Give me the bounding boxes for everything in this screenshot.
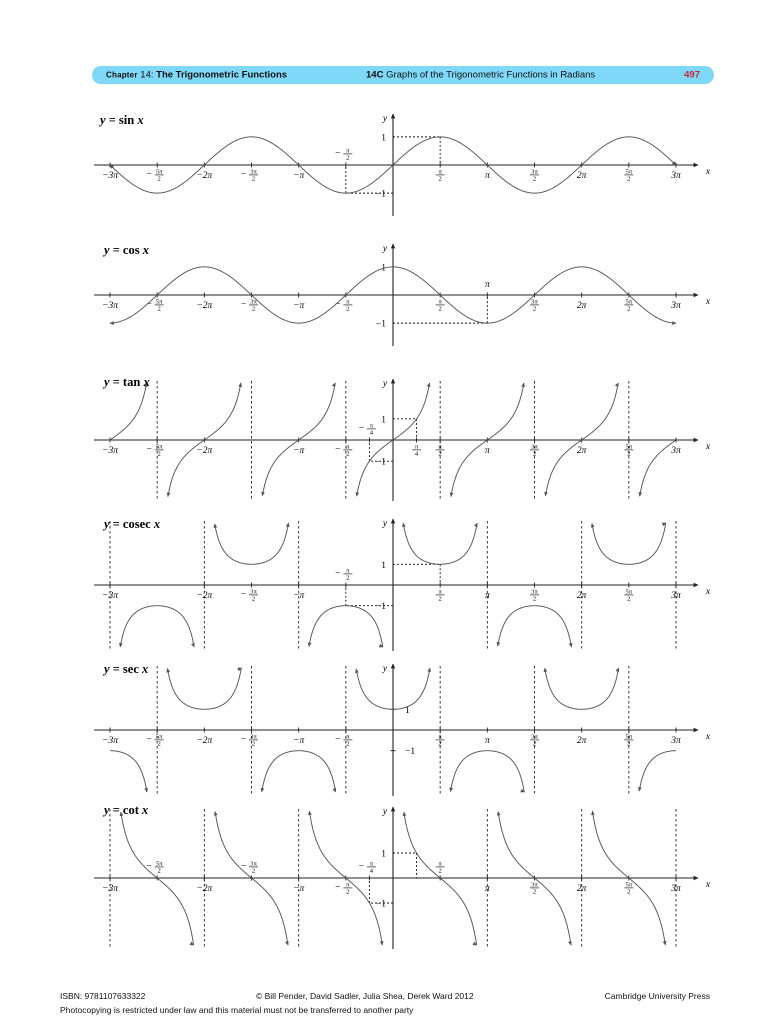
curve-segment	[120, 606, 194, 647]
svg-text:π: π	[369, 422, 374, 430]
svg-text:π: π	[438, 860, 442, 868]
axis-tick-label-fraction	[530, 881, 539, 895]
svg-text:2: 2	[251, 595, 256, 603]
svg-text:5π: 5π	[625, 443, 633, 451]
axis-tick-label: −π	[293, 884, 305, 894]
svg-text:3π: 3π	[531, 298, 538, 306]
svg-text:3π: 3π	[531, 881, 538, 889]
axis-tick-label: −3π	[102, 884, 118, 894]
svg-text:3π: 3π	[250, 860, 257, 868]
axis-tick-label-fraction	[335, 298, 352, 312]
axis-tick-label-fraction	[146, 733, 163, 747]
y-axis-label: y	[382, 519, 388, 529]
y-tick-label: −1	[375, 457, 386, 468]
curve-segment	[545, 383, 618, 496]
svg-text:2: 2	[438, 305, 442, 313]
svg-text:5π: 5π	[625, 733, 633, 741]
axis-tick-label: 2π	[576, 736, 587, 746]
svg-text:π: π	[346, 298, 350, 306]
svg-text:2: 2	[532, 450, 537, 458]
svg-text:π: π	[438, 733, 442, 741]
axis-tick-label: −2π	[196, 591, 213, 601]
svg-text:2: 2	[627, 740, 631, 748]
svg-text:−: −	[358, 862, 365, 872]
svg-text:π: π	[438, 588, 442, 596]
axis-tick-label: −3π	[102, 301, 118, 311]
footer-publisher: Cambridge University Press	[604, 991, 710, 1001]
header-section-title: Graphs of the Trigonometric Functions in Radians	[386, 69, 596, 81]
graph-title-sin: y = sin x	[100, 113, 144, 127]
svg-text:π: π	[346, 881, 350, 889]
svg-text:−: −	[240, 862, 247, 872]
svg-text:2: 2	[346, 888, 350, 896]
axis-tick-label-fraction	[624, 298, 633, 312]
svg-text:3π: 3π	[250, 588, 257, 596]
svg-text:2: 2	[532, 305, 537, 313]
y-tick-label: −1	[375, 189, 386, 200]
axis-tick-label: 3π	[671, 736, 681, 746]
svg-text:2: 2	[438, 450, 442, 458]
axis-tick-label: 3π	[671, 884, 681, 894]
svg-text:−: −	[335, 300, 341, 310]
svg-text:3π: 3π	[531, 733, 538, 741]
axis-tick-label-fraction	[412, 443, 421, 457]
footer-notice: Photocopying is restricted under law and this material must not be transferred to another party	[60, 1005, 414, 1015]
axis-tick-label-fraction	[624, 443, 633, 457]
svg-text:−: −	[240, 300, 247, 310]
plot-sec	[92, 660, 716, 800]
graph-title-cot: y = cot x	[104, 803, 149, 817]
axis-tick-label-fraction	[436, 588, 445, 602]
plot-tan	[92, 375, 716, 505]
y-tick-label: 1	[381, 133, 386, 144]
axis-tick-label: −π	[293, 591, 305, 601]
axis-tick-label: −2π	[196, 884, 213, 894]
svg-text:−: −	[335, 445, 341, 455]
svg-text:3π: 3π	[531, 588, 538, 596]
curve-segment	[262, 383, 335, 496]
axis-tick-label-fraction	[241, 168, 258, 182]
y-tick-label: −1	[375, 899, 386, 910]
x-axis-label: x	[705, 442, 711, 452]
graph-sec	[92, 660, 716, 800]
axis-tick-label: π	[484, 280, 490, 290]
svg-text:2: 2	[157, 450, 161, 458]
running-header	[92, 66, 714, 84]
axis-tick-label: 2π	[576, 171, 587, 181]
curve-segment	[498, 606, 572, 647]
y-tick-label: 1	[381, 560, 386, 571]
axis-tick-label-fraction	[436, 443, 445, 457]
axis-tick-label-fraction	[436, 733, 445, 747]
x-axis-label: x	[705, 587, 711, 597]
svg-text:5π: 5π	[625, 881, 633, 889]
svg-text:−: −	[335, 569, 341, 579]
axis-tick-label: π	[484, 736, 490, 746]
svg-text:2: 2	[346, 154, 350, 162]
axis-tick-label-fraction	[624, 588, 633, 602]
plot-sin	[92, 110, 716, 220]
axis-tick-label: 3π	[671, 446, 681, 456]
svg-text:5π: 5π	[625, 298, 633, 306]
axis-tick-label-fraction	[241, 860, 258, 874]
graph-tan	[92, 375, 716, 505]
svg-text:−: −	[146, 445, 152, 455]
axis-tick-label-fraction	[530, 168, 539, 182]
svg-text:π: π	[414, 443, 419, 451]
svg-text:−: −	[335, 149, 341, 159]
svg-text:π: π	[369, 860, 374, 868]
axis-tick-label: π	[484, 446, 490, 456]
axis-tick-label-fraction	[335, 147, 352, 161]
svg-text:2: 2	[627, 175, 631, 183]
svg-text:2: 2	[346, 574, 350, 582]
axis-tick-label-fraction	[146, 860, 163, 874]
svg-text:2: 2	[251, 740, 256, 748]
axis-tick-label: −2π	[196, 171, 213, 181]
svg-text:5π: 5π	[155, 733, 163, 741]
curve-segment	[110, 383, 147, 440]
curve-segment	[110, 751, 147, 792]
axis-tick-label-fraction	[624, 168, 633, 182]
svg-text:π: π	[346, 733, 350, 741]
y-axis-label: y	[382, 114, 388, 124]
svg-text:5π: 5π	[625, 168, 633, 176]
plot-cosec	[92, 515, 716, 655]
axis-tick-label-fraction	[624, 881, 633, 895]
axis-tick-label-fraction	[146, 168, 163, 182]
x-axis-label: x	[705, 732, 711, 742]
header-section	[366, 70, 595, 81]
axis-tick-label-fraction	[624, 733, 633, 747]
svg-text:π: π	[346, 443, 350, 451]
axis-tick-label: −π	[293, 171, 305, 181]
y-tick-label: −1	[405, 747, 416, 758]
axis-tick-label: 2π	[576, 301, 587, 311]
curve-segment	[309, 606, 383, 647]
svg-text:5π: 5π	[625, 588, 633, 596]
curve-segment	[592, 523, 666, 564]
svg-text:4: 4	[414, 450, 419, 458]
plot-cos	[92, 240, 716, 350]
svg-text:3π: 3π	[250, 733, 257, 741]
axis-tick-label: −π	[293, 446, 305, 456]
svg-text:−: −	[335, 735, 341, 745]
header-chapter-word: Chapter	[106, 70, 138, 80]
svg-text:−: −	[335, 883, 341, 893]
plot-cot	[92, 803, 716, 953]
axis-tick-label-fraction	[530, 588, 539, 602]
svg-text:2: 2	[346, 740, 350, 748]
y-axis-label: y	[382, 379, 388, 389]
axis-tick-label: 3π	[671, 301, 681, 311]
svg-text:2: 2	[346, 305, 350, 313]
axis-tick-label-fraction	[335, 881, 352, 895]
curve-segment	[262, 751, 336, 792]
graph-cos	[92, 240, 716, 350]
y-tick-label: −1	[375, 602, 386, 613]
header-chapter-number: 14:	[140, 69, 154, 81]
header-chapter-title: The Trigonometric Functions	[156, 69, 288, 81]
axis-tick-label-fraction	[241, 298, 258, 312]
curve-segment	[450, 751, 524, 792]
svg-text:4: 4	[369, 867, 374, 875]
axis-tick-label-fraction	[241, 733, 258, 747]
y-tick-label: 1	[405, 705, 410, 716]
axis-tick-label: −2π	[196, 301, 213, 311]
axis-tick-label: 2π	[576, 884, 587, 894]
axis-tick-label-fraction	[146, 443, 163, 457]
svg-text:2: 2	[532, 595, 537, 603]
axis-tick-label-fraction	[241, 588, 258, 602]
svg-text:−: −	[358, 424, 365, 434]
axis-tick-label: −π	[293, 736, 305, 746]
axis-tick-label: 2π	[576, 446, 587, 456]
axis-tick-label-fraction	[146, 298, 163, 312]
page-footer	[60, 990, 710, 1015]
svg-text:2: 2	[438, 595, 442, 603]
svg-text:π: π	[346, 567, 350, 575]
svg-text:π: π	[438, 298, 442, 306]
axis-tick-label-fraction	[530, 298, 539, 312]
graph-title-sec: y = sec x	[104, 662, 149, 676]
axis-tick-label-fraction	[359, 422, 376, 436]
curve-segment	[545, 668, 619, 709]
curve-segment	[167, 668, 241, 709]
axis-tick-label: −3π	[102, 171, 118, 181]
axis-tick-label-fraction	[530, 443, 539, 457]
y-axis-label: y	[382, 807, 388, 817]
axis-tick-label-fraction	[530, 733, 539, 747]
axis-tick-label-fraction	[436, 168, 445, 182]
svg-text:2: 2	[627, 450, 631, 458]
svg-text:2: 2	[532, 175, 537, 183]
svg-text:2: 2	[438, 175, 442, 183]
svg-text:2: 2	[157, 175, 161, 183]
axis-tick-label: −3π	[102, 736, 118, 746]
y-tick-label: 1	[381, 415, 386, 426]
graph-sin	[92, 110, 716, 220]
axis-tick-label-fraction	[335, 443, 352, 457]
svg-text:−: −	[146, 735, 152, 745]
axis-tick-label: −2π	[196, 446, 213, 456]
x-axis-label: x	[705, 167, 711, 177]
svg-text:−: −	[146, 300, 152, 310]
axis-tick-label: 3π	[671, 591, 681, 601]
graph-title-cos: y = cos x	[104, 243, 149, 257]
footer-isbn: ISBN: 9781107633322	[60, 991, 146, 1001]
axis-tick-label: π	[484, 884, 490, 894]
svg-text:5π: 5π	[155, 860, 163, 868]
y-tick-label: 1	[381, 263, 386, 274]
svg-text:3π: 3π	[531, 168, 538, 176]
axis-tick-label: −3π	[102, 446, 118, 456]
page-number: 497	[684, 69, 700, 81]
svg-text:2: 2	[627, 305, 631, 313]
footer-copyright: © Bill Pender, David Sadler, Julia Shea, Derek Ward 2012	[256, 991, 474, 1001]
x-axis-label: x	[705, 880, 711, 890]
svg-text:2: 2	[251, 305, 256, 313]
graph-title-tan: y = tan x	[104, 375, 150, 389]
axis-tick-label: 3π	[671, 171, 681, 181]
curve-segment	[215, 523, 289, 564]
svg-text:2: 2	[438, 867, 442, 875]
svg-text:π: π	[438, 443, 442, 451]
svg-text:3π: 3π	[250, 168, 257, 176]
svg-text:3π: 3π	[250, 298, 257, 306]
graph-cot	[92, 803, 716, 953]
svg-text:4: 4	[369, 429, 374, 437]
axis-tick-label: π	[484, 591, 490, 601]
svg-text:2: 2	[251, 867, 256, 875]
svg-text:2: 2	[532, 888, 537, 896]
svg-text:−: −	[240, 170, 247, 180]
svg-text:2: 2	[532, 740, 537, 748]
svg-text:−: −	[146, 170, 152, 180]
svg-text:2: 2	[251, 175, 256, 183]
y-axis-label: y	[382, 244, 388, 254]
axis-tick-label-fraction	[335, 733, 352, 747]
curve-segment	[639, 751, 676, 791]
svg-text:2: 2	[627, 888, 631, 896]
y-tick-label: 1	[381, 849, 386, 860]
svg-text:2: 2	[157, 740, 161, 748]
header-chapter	[106, 70, 287, 81]
axis-tick-label-fraction	[359, 860, 376, 874]
svg-text:π: π	[438, 168, 442, 176]
axis-tick-label-fraction	[436, 860, 445, 874]
header-section-code: 14C	[366, 69, 384, 81]
svg-text:2: 2	[627, 595, 631, 603]
axis-tick-label: −3π	[102, 591, 118, 601]
graph-cosec	[92, 515, 716, 655]
svg-text:2: 2	[346, 450, 350, 458]
svg-text:5π: 5π	[155, 298, 163, 306]
y-axis-label: y	[382, 664, 388, 674]
svg-text:5π: 5π	[155, 443, 163, 451]
svg-text:2: 2	[438, 740, 442, 748]
axis-tick-label-fraction	[436, 298, 445, 312]
axis-tick-label: −π	[293, 301, 305, 311]
svg-text:−: −	[240, 590, 247, 600]
axis-tick-label: 2π	[576, 591, 587, 601]
axis-tick-label-fraction	[335, 567, 352, 581]
svg-text:2: 2	[157, 867, 161, 875]
svg-text:−: −	[240, 735, 247, 745]
svg-text:π: π	[346, 147, 350, 155]
svg-text:5π: 5π	[155, 168, 163, 176]
x-axis-label: x	[705, 297, 711, 307]
axis-tick-label: −2π	[196, 736, 213, 746]
svg-text:2: 2	[157, 305, 161, 313]
curve-segment	[403, 523, 477, 564]
y-tick-label: −1	[375, 319, 386, 330]
axis-tick-label: π	[484, 171, 490, 181]
graph-title-cosec: y = cosec x	[104, 517, 161, 531]
svg-text:−: −	[146, 862, 152, 872]
svg-text:3π: 3π	[531, 443, 538, 451]
